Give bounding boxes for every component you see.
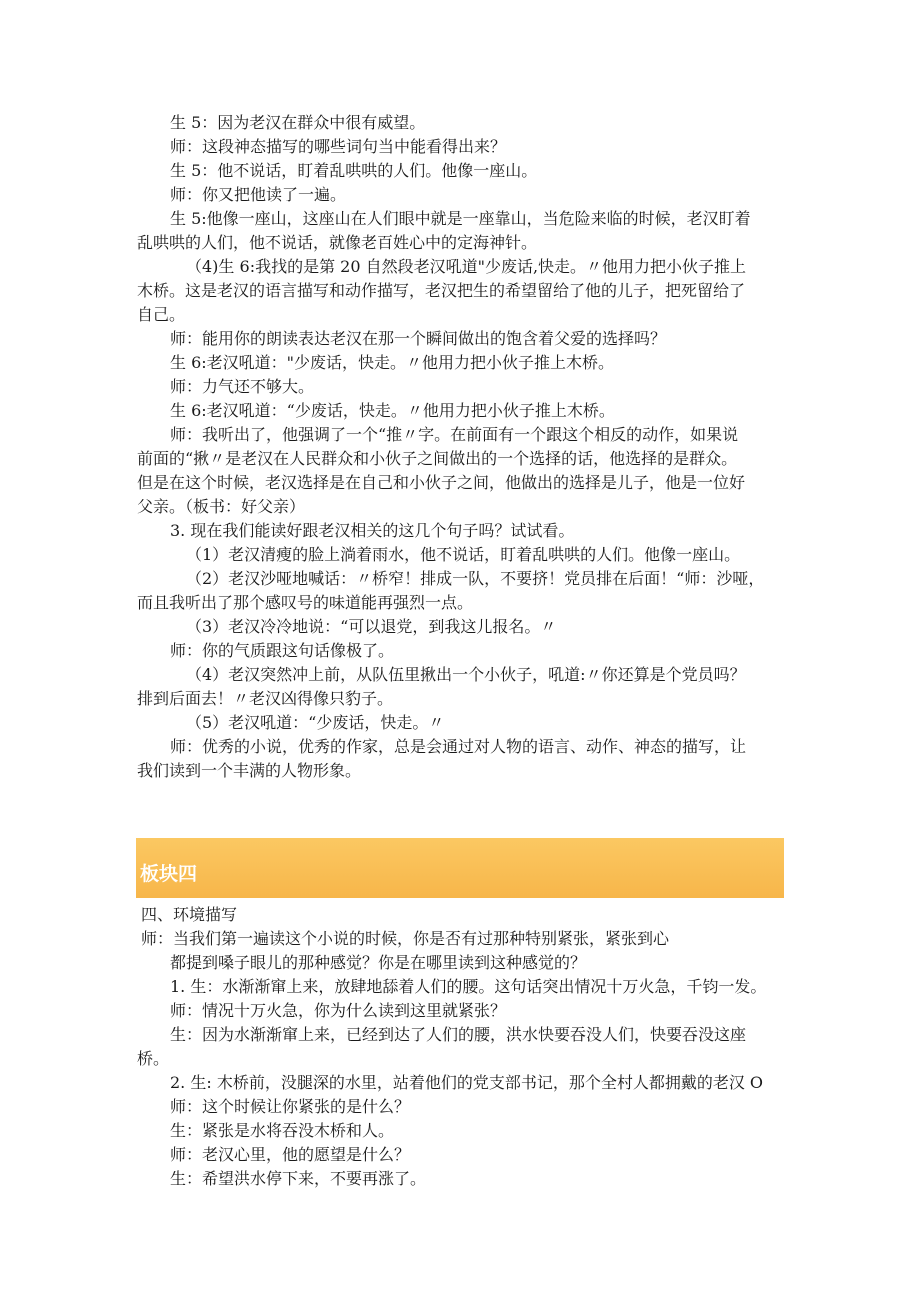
text-line: 师：这个时候让你紧张的是什么？: [170, 1097, 411, 1116]
text-line: 生 6:老汉吼道："少废话，快走。〃他用力把小伙子推上木桥。: [170, 353, 615, 372]
text-line: 父亲。（板书：好父亲）: [137, 497, 306, 516]
text-line: 2. 生: 木桥前，没腿深的水里，站着他们的党支部书记，那个全村人都拥戴的老汉 O: [170, 1073, 764, 1092]
text-line: 师：你又把他读了一遍。: [170, 185, 347, 204]
text-line: 生：希望洪水停下来，不要再涨了。: [170, 1169, 427, 1188]
section-banner: [136, 838, 784, 898]
text-line: 师：当我们第一遍读这个小说的时候，你是否有过那种特别紧张，紧张到心: [141, 929, 670, 948]
text-line: 木桥。这是老汉的语言描写和动作描写，老汉把生的希望留给了他的儿子，把死留给了: [137, 281, 746, 300]
text-line: 师：能用你的朗读表达老汉在那一个瞬间做出的饱含着父爱的选择吗？: [170, 329, 667, 348]
text-line: 桥。: [137, 1049, 170, 1068]
text-line: 都提到嗓子眼儿的那种感觉？你是在哪里读到这种感觉的？: [170, 953, 587, 972]
text-line: 生：因为水渐渐窜上来，已经到达了人们的腰，洪水快要吞没人们，快要吞没这座: [170, 1025, 747, 1044]
text-line: （4)生 6:我找的是第 20 自然段老汉吼道"少废话,快走。〃他用力把小伙子推上: [186, 257, 747, 276]
text-line: 师：力气还不够大。: [170, 377, 315, 396]
text-line: （1）老汉清瘦的脸上淌着雨水，他不说话，盯着乱哄哄的人们。他像一座山。: [186, 545, 741, 564]
section-heading: 四、环境描写: [141, 905, 238, 924]
text-line: 生 6:老汉吼道：“少废话，快走。〃他用力把小伙子推上木桥。: [170, 401, 615, 420]
text-line: （5）老汉吼道：“少废话，快走。〃: [186, 713, 445, 732]
text-line: 而且我听出了那个感叹号的味道能再强烈一点。: [137, 593, 474, 612]
text-line: 生 5：因为老汉在群众中很有威望。: [170, 113, 426, 132]
text-line: 师：我听出了，他强调了一个“推〃字。在前面有一个跟这个相反的动作，如果说: [170, 425, 739, 444]
text-line: （3）老汉冷冷地说：“可以退党，到我这儿报名。〃: [186, 617, 557, 636]
text-line: 我们读到一个丰满的人物形象。: [137, 761, 362, 780]
text-line: 1. 生：水渐渐窜上来，放肆地舔着人们的腰。这句话突出情况十万火急，千钧一发。: [170, 977, 767, 996]
text-line: 但是在这个时候，老汉选择是在自己和小伙子之间，他做出的选择是儿子，他是一位好: [137, 473, 746, 492]
text-line: 3. 现在我们能读好跟老汉相关的这几个句子吗？试试看。: [170, 521, 575, 540]
text-line: 师：情况十万火急，你为什么读到这里就紧张？: [170, 1001, 507, 1020]
text-line: 排到后面去！〃老汉凶得像只豹子。: [137, 689, 394, 708]
text-line: 前面的“揪〃是老汉在人民群众和小伙子之间做出的一个选择的话，他选择的是群众。: [137, 449, 738, 468]
text-line: 生 5:他像一座山，这座山在人们眼中就是一座靠山，当危险来临的时候，老汉盯着: [170, 209, 751, 228]
text-line: 师：优秀的小说，优秀的作家，总是会通过对人物的语言、动作、神态的描写，让: [170, 737, 747, 756]
text-line: （2）老汉沙哑地喊话：〃桥窄！排成一队，不要挤！党员排在后面！“师：沙哑，: [186, 569, 765, 588]
text-line: 乱哄哄的人们，他不说话，就像老百姓心中的定海神针。: [137, 233, 538, 252]
text-line: 师：老汉心里，他的愿望是什么？: [170, 1145, 411, 1164]
text-line: 生：紧张是水将吞没木桥和人。: [170, 1121, 395, 1140]
text-line: （4）老汉突然冲上前，从队伍里揪出一个小伙子，吼道:〃你还算是个党员吗？: [186, 665, 746, 684]
text-line: 生 5：他不说话，盯着乱哄哄的人们。他像一座山。: [170, 161, 538, 180]
section-title: 板块四: [140, 863, 198, 885]
text-line: 师：你的气质跟这句话像极了。: [170, 641, 395, 660]
text-line: 自己。: [137, 305, 186, 324]
text-line: 师：这段神态描写的哪些词句当中能看得出来？: [170, 137, 507, 156]
